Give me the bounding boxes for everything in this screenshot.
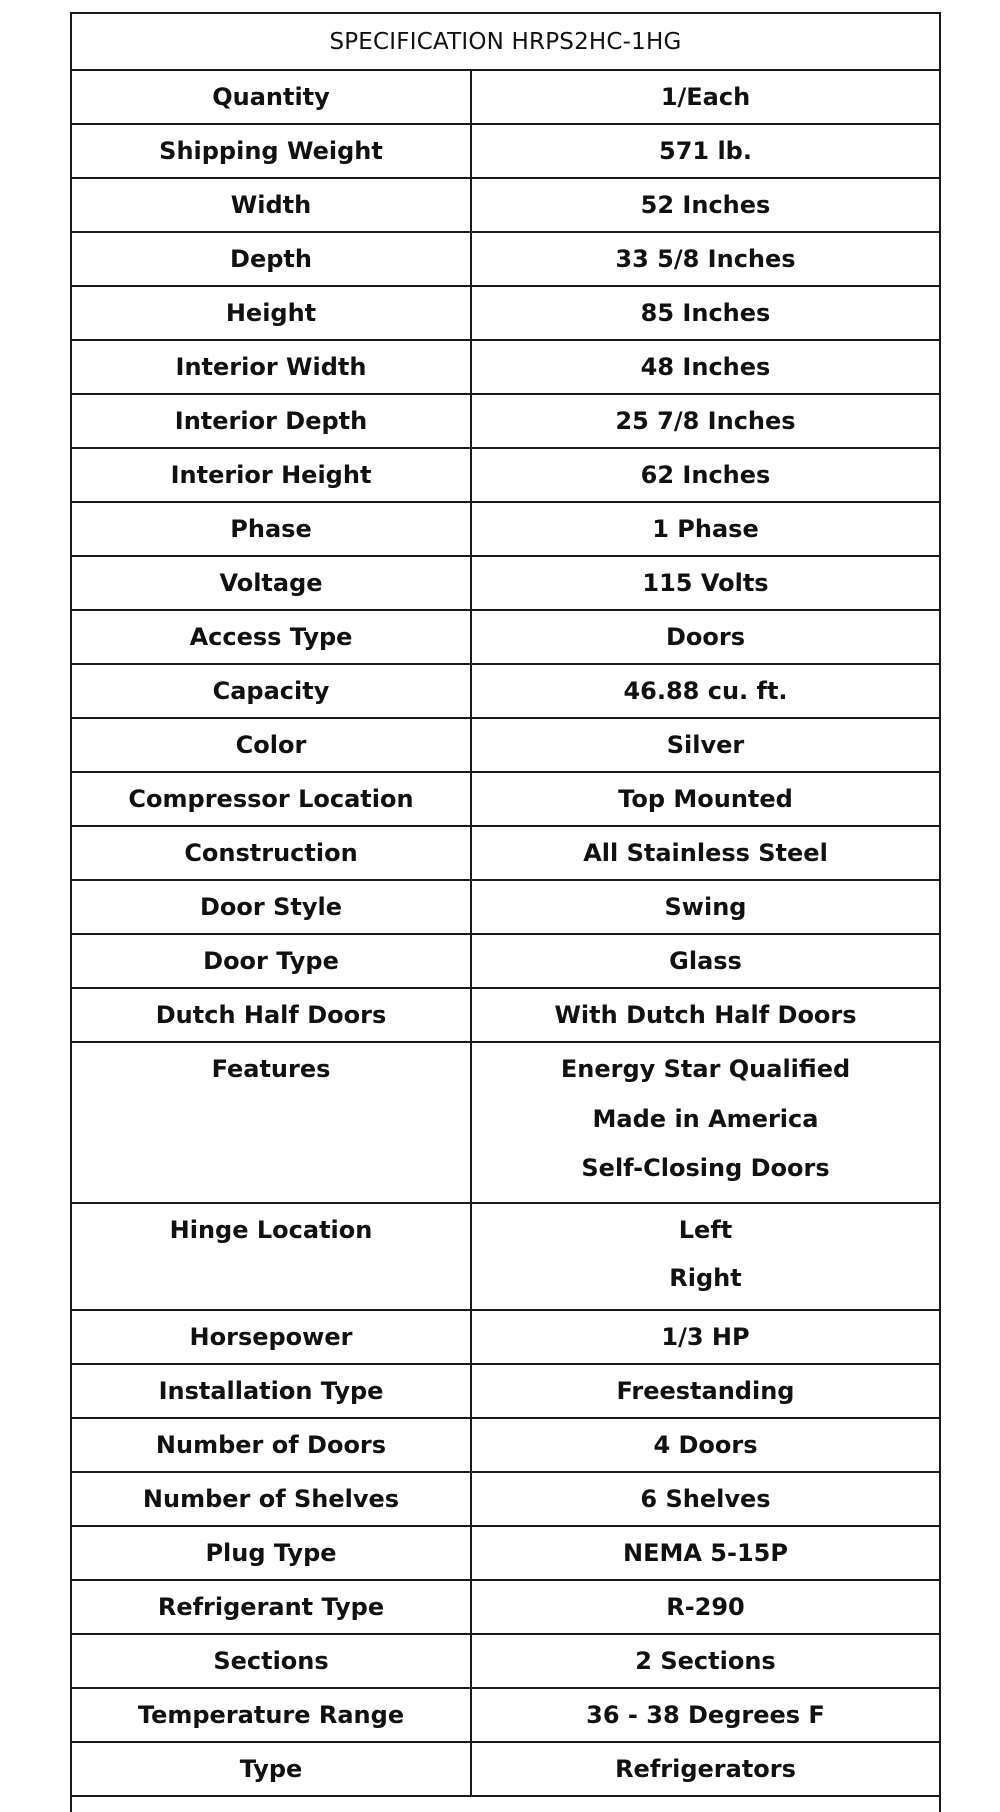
- spec-label: Sections: [72, 1635, 472, 1687]
- table-row: [72, 827, 939, 881]
- spec-value-line: 46.88 cu. ft.: [623, 676, 788, 705]
- spec-value: [472, 1743, 939, 1795]
- table-row: [72, 503, 939, 557]
- spec-value: [472, 287, 939, 339]
- spec-value-line: 62 Inches: [640, 460, 771, 489]
- spec-label: Voltage: [72, 557, 472, 609]
- spec-value-line: Freestanding: [616, 1376, 795, 1405]
- spec-label: Refrigerant Type: [72, 1581, 472, 1633]
- spec-value-line: R-290: [666, 1592, 745, 1621]
- table-row: [72, 1311, 939, 1365]
- spec-value: [472, 233, 939, 285]
- spec-rows: [72, 71, 939, 1797]
- spec-label: Installation Type: [72, 1365, 472, 1417]
- spec-label: Access Type: [72, 611, 472, 663]
- table-row: [72, 557, 939, 611]
- spec-value: [472, 1473, 939, 1525]
- spec-value: [472, 395, 939, 447]
- spec-value: [472, 179, 939, 231]
- table-row: [72, 1204, 939, 1311]
- spec-label: Door Style: [72, 881, 472, 933]
- spec-value: [472, 773, 939, 825]
- spec-value-line: With Dutch Half Doors: [554, 1000, 857, 1029]
- spec-value-line: Self-Closing Doors: [581, 1154, 830, 1183]
- spec-value-line: NEMA 5-15P: [623, 1538, 788, 1567]
- spec-label: Type: [72, 1743, 472, 1795]
- spec-value: [472, 1581, 939, 1633]
- table-row: [72, 1365, 939, 1419]
- table-row: [72, 1743, 939, 1797]
- spec-label: Features: [72, 1043, 472, 1202]
- spec-value-line: Silver: [666, 730, 745, 759]
- spec-value: [472, 449, 939, 501]
- table-row: [72, 1581, 939, 1635]
- spec-value-line: Glass: [669, 946, 742, 975]
- spec-value-line: 4 Doors: [653, 1430, 758, 1459]
- table-row: [72, 611, 939, 665]
- spec-label: Construction: [72, 827, 472, 879]
- spec-label: Hinge Location: [72, 1204, 472, 1309]
- spec-value-line: 48 Inches: [640, 352, 771, 381]
- spec-label: Color: [72, 719, 472, 771]
- table-row: [72, 179, 939, 233]
- spec-value-line: 52 Inches: [640, 190, 771, 219]
- spec-value-line: Top Mounted: [618, 784, 793, 813]
- spec-value-line: Right: [669, 1263, 742, 1292]
- table-row: [72, 341, 939, 395]
- spec-value: [472, 719, 939, 771]
- spec-value: [472, 1365, 939, 1417]
- spec-value-line: Swing: [664, 892, 747, 921]
- table-row: [72, 773, 939, 827]
- spec-label: Quantity: [72, 71, 472, 123]
- spec-value: [472, 1689, 939, 1741]
- spec-label: Width: [72, 179, 472, 231]
- table-row: [72, 1527, 939, 1581]
- spec-value-line: 115 Volts: [642, 568, 769, 597]
- spec-value: [472, 125, 939, 177]
- spec-label: Dutch Half Doors: [72, 989, 472, 1041]
- table-row: [72, 449, 939, 503]
- table-row: [72, 881, 939, 935]
- spec-value: [472, 665, 939, 717]
- spec-label: Depth: [72, 233, 472, 285]
- spec-value-line: 1/Each: [660, 82, 751, 111]
- table-row: [72, 125, 939, 179]
- table-row: [72, 935, 939, 989]
- spec-label: Capacity: [72, 665, 472, 717]
- table-row: [72, 1473, 939, 1527]
- spec-value: [472, 611, 939, 663]
- spec-value-line: 33 5/8 Inches: [615, 244, 796, 273]
- spec-value: [472, 1311, 939, 1363]
- spec-value: [472, 1204, 939, 1309]
- spec-value-line: 1/3 HP: [661, 1322, 750, 1351]
- spec-value: [472, 1635, 939, 1687]
- spec-value-line: Doors: [665, 622, 746, 651]
- spec-value: [472, 503, 939, 555]
- spec-value: [472, 71, 939, 123]
- spec-label: Compressor Location: [72, 773, 472, 825]
- spec-value-line: 1 Phase: [652, 514, 759, 543]
- spec-value-line: Energy Star Qualified: [560, 1055, 851, 1083]
- table-row: [72, 719, 939, 773]
- spec-value: [472, 341, 939, 393]
- table-row: [72, 1689, 939, 1743]
- spec-label: Door Type: [72, 935, 472, 987]
- spec-value: [472, 881, 939, 933]
- spec-value-line: Left: [678, 1216, 733, 1244]
- spec-label: Interior Depth: [72, 395, 472, 447]
- spec-value: [472, 1527, 939, 1579]
- table-row: [72, 1419, 939, 1473]
- table-row: [72, 1043, 939, 1204]
- spec-value-line: 571 lb.: [659, 136, 752, 165]
- spec-label: Number of Doors: [72, 1419, 472, 1471]
- spec-value-line: Refrigerators: [615, 1754, 796, 1783]
- specification-table: [70, 12, 941, 1812]
- spec-value: [472, 989, 939, 1041]
- table-row: [72, 71, 939, 125]
- spec-label: Plug Type: [72, 1527, 472, 1579]
- spec-label: Interior Width: [72, 341, 472, 393]
- spec-label: Horsepower: [72, 1311, 472, 1363]
- spec-label: Number of Shelves: [72, 1473, 472, 1525]
- spec-value-line: Made in America: [592, 1104, 819, 1133]
- spec-value: [472, 827, 939, 879]
- spec-label: Interior Height: [72, 449, 472, 501]
- spec-value-line: 6 Shelves: [640, 1484, 771, 1513]
- spec-value: [472, 1419, 939, 1471]
- spec-label: Phase: [72, 503, 472, 555]
- table-row: [72, 233, 939, 287]
- spec-label: Temperature Range: [72, 1689, 472, 1741]
- spec-value-line: 85 Inches: [640, 298, 771, 327]
- spec-value: [472, 1043, 939, 1202]
- spec-value-line: 2 Sections: [635, 1646, 776, 1675]
- table-row: [72, 395, 939, 449]
- spec-label: Shipping Weight: [72, 125, 472, 177]
- spec-value-line: 36 - 38 Degrees F: [586, 1700, 825, 1729]
- table-row: [72, 989, 939, 1043]
- table-row: [72, 665, 939, 719]
- table-row: [72, 287, 939, 341]
- spec-value-line: 25 7/8 Inches: [615, 406, 796, 435]
- table-title: SPECIFICATION HRPS2HC-1HG: [72, 14, 939, 71]
- spec-value-line: All Stainless Steel: [583, 838, 828, 867]
- spec-label: Height: [72, 287, 472, 339]
- spec-value: [472, 557, 939, 609]
- spec-value: [472, 935, 939, 987]
- table-row: [72, 1635, 939, 1689]
